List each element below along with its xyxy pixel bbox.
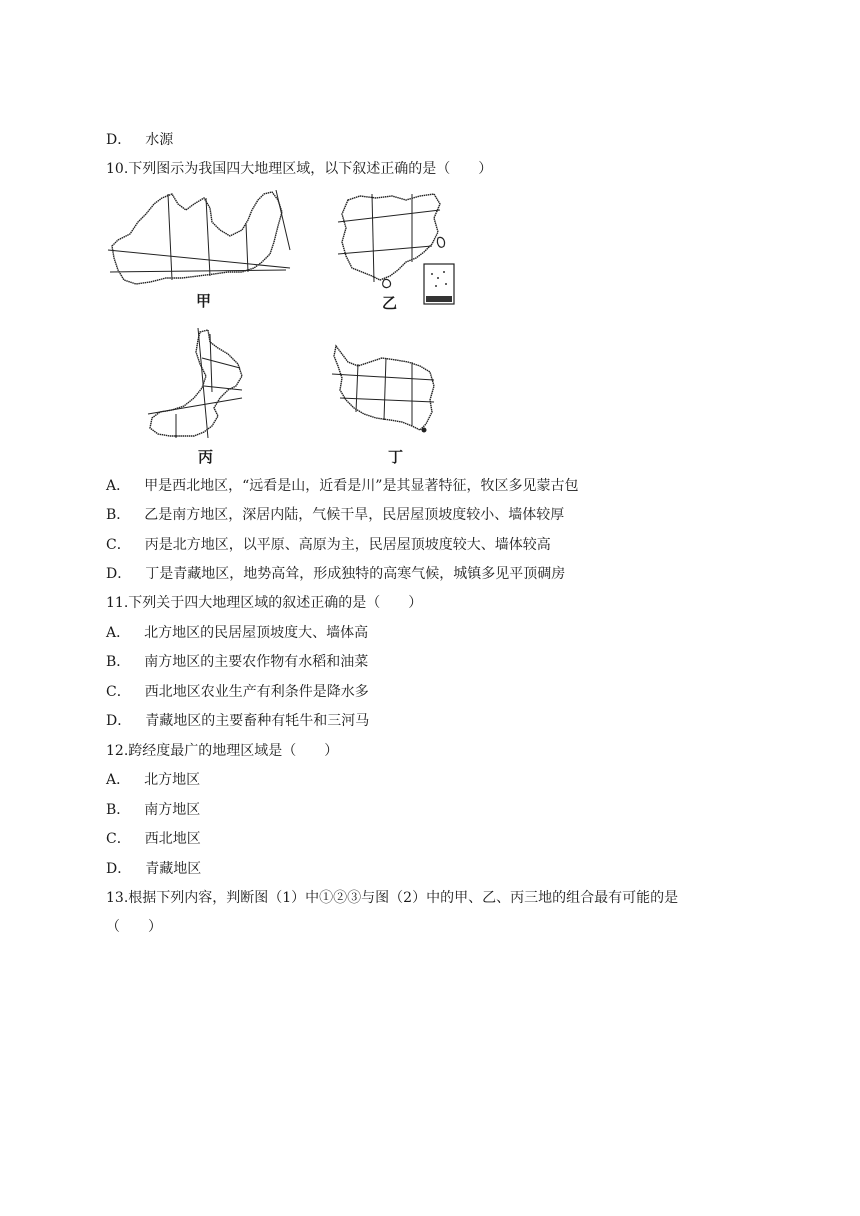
question-13-stem-cont: （ ）: [106, 919, 162, 935]
option-letter: A．: [106, 625, 131, 641]
map-bing-outline: [146, 328, 256, 446]
question-10-stem: 10.下列图示为我国四大地理区域，以下叙述正确的是（ ）: [106, 161, 493, 177]
map-yi: [336, 192, 466, 312]
q11-option-c: [106, 682, 369, 702]
option-text: 水源: [145, 132, 174, 148]
map-jia-outline: [106, 190, 296, 290]
option-text: 西北地区: [144, 831, 201, 847]
question-11-stem: 11.下列关于四大地理区域的叙述正确的是（ ）: [106, 595, 423, 611]
option-letter: A．: [106, 478, 131, 494]
q11-option-a: [106, 623, 368, 643]
option-text: 青藏地区的主要畜种有牦牛和三河马: [145, 713, 370, 729]
option-letter: D．: [106, 566, 132, 582]
question-13-stem: 13.根据下列内容，判断图（1）中①②③与图（2）中的甲、乙、丙三地的组合最有可能的是: [106, 890, 679, 906]
map-ding-outline: [330, 342, 440, 442]
map-ding: [330, 342, 440, 466]
q10-option-c: [106, 535, 551, 555]
map-bing-label: 丙: [198, 448, 214, 466]
map-bing: [146, 328, 256, 466]
map-jia: [106, 190, 296, 310]
option-text: 甲是西北地区，“远看是山，近看是川”是其显著特征，牧区多见蒙古包: [144, 478, 579, 494]
option-text: 丁是青藏地区，地势高耸，形成独特的高寒气候，城镇多见平顶碉房: [145, 566, 566, 582]
option-letter: A．: [106, 772, 131, 788]
option-letter: D．: [106, 713, 132, 729]
option-letter: C．: [106, 831, 131, 847]
option-letter: B．: [106, 802, 131, 818]
map-yi-outline: [336, 192, 466, 308]
option-text: 西北地区农业生产有利条件是降水多: [144, 684, 369, 700]
option-letter: D．: [106, 132, 132, 148]
q12-option-c: [106, 829, 201, 849]
option-text: 青藏地区: [145, 861, 202, 877]
option-text: 北方地区的民居屋顶坡度大、墙体高: [144, 625, 369, 641]
question-12-stem: 12.跨经度最广的地理区域是（ ）: [106, 743, 339, 759]
map-yi-label: 乙: [382, 294, 398, 312]
q10-option-a: [106, 476, 578, 496]
q11-option-b: [106, 652, 368, 672]
q10-option-d: [106, 564, 565, 584]
option-d-prev: [106, 130, 173, 150]
q11-option-d: [106, 711, 369, 731]
option-letter: D．: [106, 861, 132, 877]
option-letter: C．: [106, 537, 131, 553]
map-ding-label: 丁: [388, 448, 404, 466]
q12-option-d: [106, 859, 201, 879]
q12-option-b: [106, 800, 200, 820]
option-letter: B．: [106, 507, 131, 523]
option-text: 丙是北方地区，以平原、高原为主，民居屋顶坡度较大、墙体较高: [144, 537, 551, 553]
option-letter: C．: [106, 684, 131, 700]
option-text: 南方地区的主要农作物有水稻和油菜: [144, 654, 369, 670]
q12-option-a: [106, 770, 200, 790]
option-text: 北方地区: [144, 772, 201, 788]
option-text: 乙是南方地区，深居内陆，气候干旱，民居屋顶坡度较小、墙体较厚: [144, 507, 565, 523]
map-jia-label: 甲: [196, 292, 212, 310]
option-text: 南方地区: [144, 802, 201, 818]
q10-option-b: [106, 505, 564, 525]
option-letter: B．: [106, 654, 131, 670]
